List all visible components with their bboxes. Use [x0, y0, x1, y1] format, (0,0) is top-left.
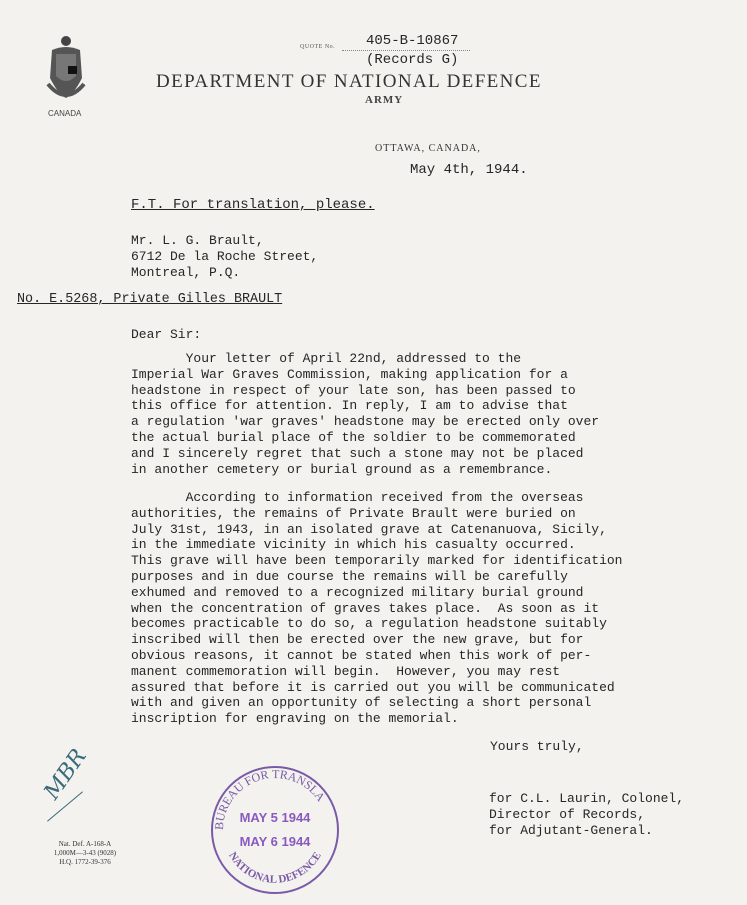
- translation-note-text: F.T. For translation, please.: [131, 197, 375, 213]
- text-line: in the immediate vicinity in which his casualty occurred.: [131, 537, 576, 553]
- paragraph-1: [131, 351, 599, 477]
- signature-line: for C.L. Laurin, Colonel,: [489, 791, 685, 806]
- letter-date: May 4th, 1944.: [410, 162, 528, 178]
- handwritten-initials: [38, 744, 93, 805]
- text-line: when the concentration of graves takes place. As soon as it: [131, 600, 600, 616]
- text-line: inscription for engraving on the memorial.: [131, 711, 459, 727]
- initials-text: MBR: [39, 744, 92, 805]
- stamp-top-text: BUREAU FOR TRANSLA: [211, 766, 328, 831]
- translation-bureau-stamp: [209, 760, 341, 900]
- text-line: purposes and in due course the remains will be carefully: [131, 568, 568, 584]
- stamp-date-2: MAY 6 1944: [239, 834, 311, 849]
- text-line: Your letter of April 22nd, addressed to the: [131, 351, 522, 366]
- quote-label: QUOTE No.: [300, 44, 336, 50]
- text-line: headstone in respect of your late son, has been passed to: [131, 382, 576, 398]
- closing: Yours truly,: [490, 739, 584, 754]
- stamp-date-1: MAY 5 1944: [239, 810, 311, 825]
- quote-dotted-line: [342, 50, 470, 51]
- records-reference: (Records G): [366, 52, 459, 68]
- address-line: 6712 De la Roche Street,: [131, 248, 319, 264]
- subject-line: [17, 292, 282, 308]
- recipient-address: [131, 233, 318, 280]
- signature-block: [489, 791, 684, 838]
- text-line: July 31st, 1943, in an isolated grave at Catenanuova, Sicily,: [131, 521, 607, 537]
- form-number: [40, 840, 130, 867]
- text-line: This grave will have been temporarily marked for identification: [131, 553, 623, 569]
- text-line: in another cemetery or burial ground as a remembrance.: [131, 461, 553, 477]
- country-label: CANADA: [48, 109, 82, 118]
- salutation: Dear Sir:: [131, 327, 202, 342]
- text-line: with and given an opportunity of selecting a short personal: [131, 695, 592, 711]
- text-line: a regulation 'war graves' headstone may be erected only over: [131, 414, 600, 430]
- address-line: Mr. L. G. Brault,: [131, 233, 264, 248]
- text-line: assured that before it is carried out you will be communicated: [131, 679, 615, 695]
- signature-line: Director of Records,: [489, 806, 646, 822]
- text-line: manent commemoration will begin. However, you may rest: [131, 663, 561, 679]
- stamp-bottom-text: NATIONAL DEFENCE: [226, 850, 324, 886]
- subject-text: No. E.5268, Private Gilles BRAULT: [17, 292, 283, 307]
- paragraph-2: [131, 490, 622, 727]
- address-line: Montreal, P.Q.: [131, 264, 241, 280]
- text-line: becomes practicable to do so, a regulation headstone suitably: [131, 616, 607, 632]
- city-line: OTTAWA, CANADA,: [375, 143, 481, 154]
- branch-title: ARMY: [365, 94, 404, 106]
- quote-number: 405-B-10867: [366, 33, 459, 49]
- text-line: Imperial War Graves Commission, making application for a: [131, 366, 568, 382]
- form-line: H.Q. 1772-39-376: [59, 858, 111, 866]
- translation-note: [131, 198, 375, 214]
- form-line: Nat. Def. A-168-A: [58, 840, 112, 848]
- text-line: obvious reasons, it cannot be stated when this work of per-: [131, 647, 592, 663]
- coat-of-arms-logo: [44, 34, 88, 106]
- text-line: authorities, the remains of Private Brault were buried on: [131, 505, 576, 521]
- text-line: inscribed will then be erected over the new grave, but for: [131, 632, 584, 648]
- text-line: this office for attention. In reply, I am to advise that: [131, 398, 568, 414]
- text-line: the actual burial place of the soldier to be commemorated: [131, 429, 576, 445]
- department-title: DEPARTMENT OF NATIONAL DEFENCE: [156, 71, 542, 92]
- text-line: exhumed and removed to a recognized military burial ground: [131, 584, 584, 600]
- text-line: According to information received from the overseas: [131, 490, 584, 505]
- form-line: 1,000M—3-43 (9028): [53, 849, 117, 857]
- text-line: and I sincerely regret that such a stone may not be placed: [131, 445, 584, 461]
- svg-text:NATIONAL DEFENCE: [226, 850, 324, 886]
- signature-line: for Adjutant-General.: [489, 822, 653, 838]
